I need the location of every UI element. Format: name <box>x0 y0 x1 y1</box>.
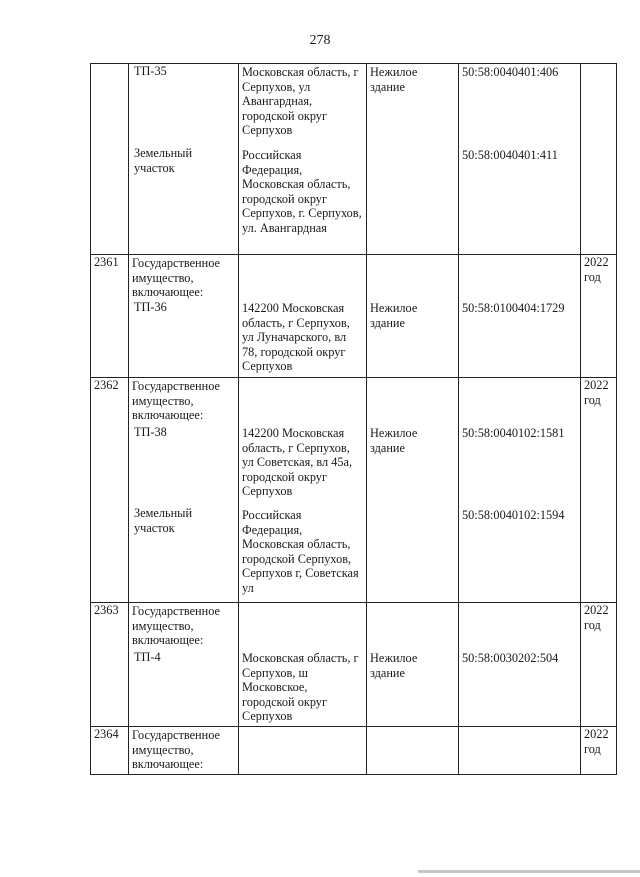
address-cell <box>239 727 367 775</box>
object-name-cell <box>129 255 239 378</box>
group-heading: Государственное имущество, включающее: <box>132 604 220 648</box>
object-name: ТП-4 <box>134 650 161 664</box>
row-number: 2363 <box>91 603 129 727</box>
object-name: ТП-35 <box>134 64 167 78</box>
address-cell <box>239 378 367 603</box>
object-name-cell <box>129 727 239 775</box>
object-type-cell <box>367 378 459 603</box>
cadastral-number: 50:58:0030202:504 <box>462 651 559 665</box>
object-type <box>370 147 455 148</box>
row-number <box>91 64 129 255</box>
group-heading: Государственное имущество, включающее: <box>132 379 220 423</box>
object-address: Московская область, г Серпухов, ш Московское, городской округ Серпухов <box>242 651 359 724</box>
object-type <box>370 507 455 508</box>
object-type: Нежилое здание <box>370 426 418 455</box>
object-address: Российская Федерация, Московская область, городской Серпухов, Серпухов г, Советская ул <box>242 508 359 595</box>
cadastral-cell <box>459 727 581 775</box>
object-address: Московская область, г Серпухов, ул Авангардная, городской округ Серпухов <box>242 65 359 138</box>
cadastral-number: 50:58:0040401:411 <box>462 148 558 162</box>
page-number: 278 <box>309 33 331 48</box>
address-cell <box>239 603 367 727</box>
cadastral-number: 50:58:0040102:1581 <box>462 426 565 440</box>
table-row <box>91 378 617 603</box>
object-name-cell <box>129 603 239 727</box>
object-name-cell <box>129 64 239 255</box>
group-heading: Государственное имущество, включающее: <box>132 256 220 300</box>
object-type-cell <box>367 255 459 378</box>
object-name: Земельный участок <box>134 506 193 535</box>
object-type: Нежилое здание <box>370 301 418 330</box>
object-name: Земельный участок <box>134 146 193 175</box>
object-address: 142200 Московская область, г Серпухов, ул Советская, вл 45а, городской округ Серпухов <box>242 426 353 499</box>
object-name-cell <box>129 378 239 603</box>
table-row <box>91 603 617 727</box>
cadastral-cell <box>459 378 581 603</box>
address-cell <box>239 64 367 255</box>
cadastral-cell <box>459 64 581 255</box>
property-registry-table <box>90 63 617 775</box>
year-cell: 2022 год <box>581 727 617 775</box>
table-row <box>91 727 617 775</box>
cadastral-number: 50:58:0040102:1594 <box>462 508 565 522</box>
object-name: ТП-38 <box>134 425 167 439</box>
object-type: Нежилое здание <box>370 651 418 680</box>
object-name: ТП-36 <box>134 300 167 314</box>
cadastral-cell <box>459 255 581 378</box>
registry-body <box>91 64 617 775</box>
object-address: 142200 Московская область, г Серпухов, ул Луначарского, вл 78, городской округ Серпухов <box>242 301 350 374</box>
cadastral-number: 50:58:0100404:1729 <box>462 301 565 315</box>
cadastral-cell <box>459 603 581 727</box>
object-type-cell <box>367 727 459 775</box>
object-type-cell <box>367 64 459 255</box>
object-type: Нежилое здание <box>370 65 418 94</box>
year-cell: 2022 год <box>581 603 617 727</box>
year-cell <box>581 64 617 255</box>
row-number: 2364 <box>91 727 129 775</box>
scan-edge-divider <box>418 870 640 873</box>
row-number: 2361 <box>91 255 129 378</box>
year-cell: 2022 год <box>581 255 617 378</box>
address-cell <box>239 255 367 378</box>
year-cell: 2022 год <box>581 378 617 603</box>
table-row <box>91 255 617 378</box>
cadastral-number: 50:58:0040401:406 <box>462 65 559 79</box>
row-number: 2362 <box>91 378 129 603</box>
object-address: Российская Федерация, Московская область, городской округ Серпухов, г. Серпухов, ул. Авангардная <box>242 148 362 235</box>
table-row <box>91 64 617 255</box>
object-type-cell <box>367 603 459 727</box>
group-heading: Государственное имущество, включающее: <box>132 728 220 772</box>
